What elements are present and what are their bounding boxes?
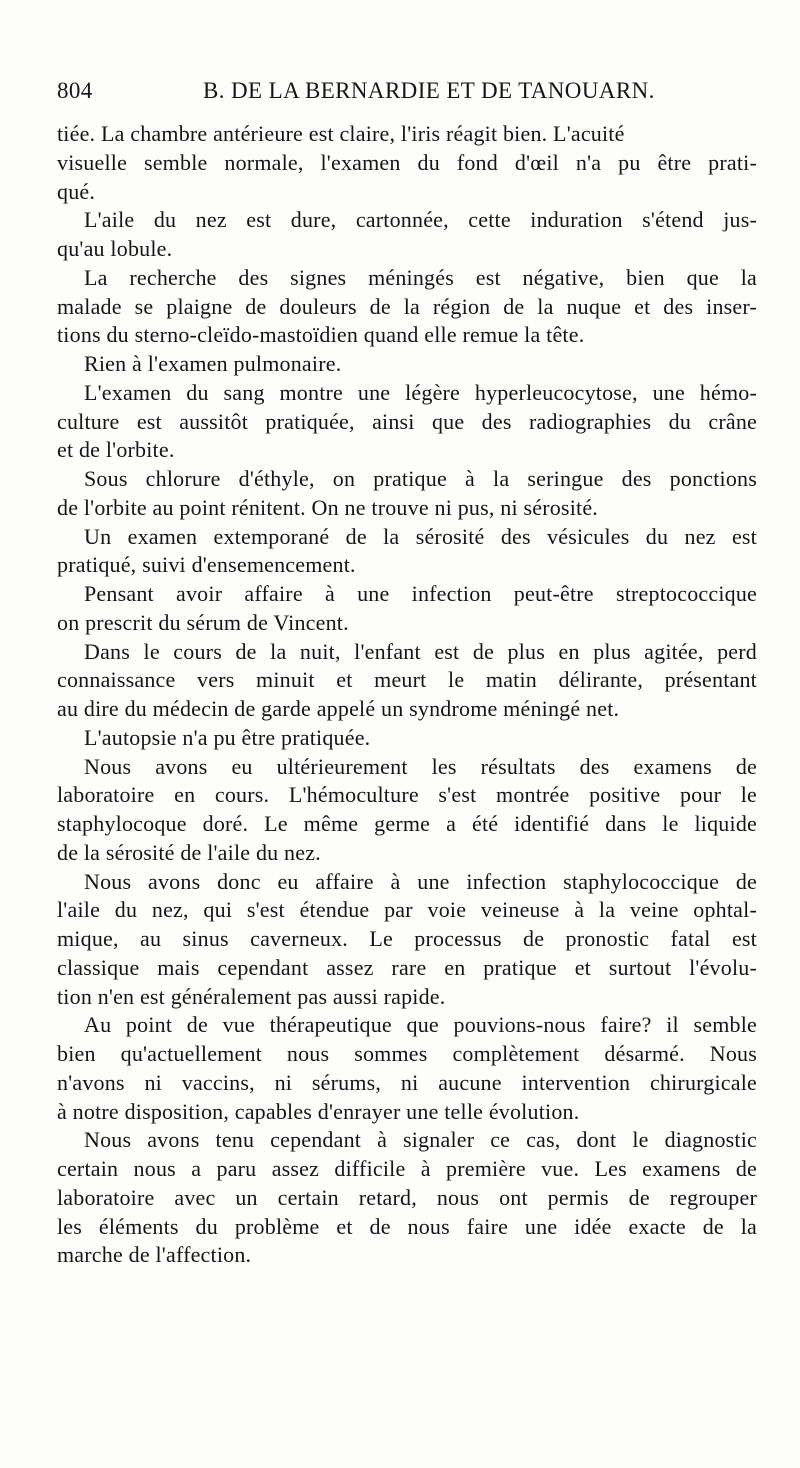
text-line: Nous avons donc eu affaire à une infection staphylococcique de xyxy=(84,868,757,894)
text-line: certain nous a paru assez difficile à première vue. Les examens de xyxy=(57,1156,757,1181)
text-line: L'aile du nez est dure, cartonnée, cette induration s'étend jus- xyxy=(84,207,757,233)
text-line: L'autopsie n'a pu être pratiquée. xyxy=(84,724,371,750)
running-head xyxy=(57,78,757,108)
text-line: Nous avons tenu cependant à signaler ce cas, dont le diagnostic xyxy=(84,1127,757,1153)
text-line: les éléments du problème et de nous faire une idée exacte de la xyxy=(57,1213,757,1239)
text-line: de la sérosité de l'aile du nez. xyxy=(57,839,321,865)
text-line: tions du sterno-cleïdo-mastoïdien quand elle remue la tête. xyxy=(57,322,585,348)
body-text xyxy=(57,120,757,1270)
text-line: visuelle semble normale, l'examen du fond d'œil n'a pu être prati- xyxy=(57,149,757,175)
text-line: et de l'orbite. xyxy=(57,437,175,463)
text-line: bien qu'actuellement nous sommes complètement désarmé. Nous xyxy=(57,1041,757,1066)
text-line: de l'orbite au point rénitent. On ne trouve ni pus, ni sérosité. xyxy=(57,494,598,520)
text-line: Pensant avoir affaire à une infection peut-être streptococcique xyxy=(84,581,757,606)
text-line: laboratoire en cours. L'hémoculture s'est montrée positive pour le xyxy=(57,782,757,808)
text-line: mique, au sinus caverneux. Le processus de pronostic fatal est xyxy=(57,926,757,951)
text-line: classique mais cependant assez rare en pratique et surtout l'évolu- xyxy=(57,954,757,980)
text-line: pratiqué, suivi d'ensemencement. xyxy=(57,552,356,578)
running-title: B. DE LA BERNARDIE ET DE TANOUARN. xyxy=(203,78,655,103)
text-line: tion n'en est généralement pas aussi rapide. xyxy=(57,983,446,1009)
text-line: staphylocoque doré. Le même germe a été identifié dans le liquide xyxy=(57,811,757,836)
text-line: Nous avons eu ultérieurement les résultats des examens de xyxy=(84,753,757,779)
text-line: malade se plaigne de douleurs de la région de la nuque et des inser- xyxy=(57,293,757,319)
text-line: connaissance vers minuit et meurt le matin délirante, présentant xyxy=(57,667,757,693)
text-line: La recherche des signes méningés est négative, bien que la xyxy=(84,264,757,290)
text-line: qué. xyxy=(57,178,96,204)
text-line: à notre disposition, capables d'enrayer une telle évolution. xyxy=(57,1098,580,1124)
text-line: culture est aussitôt pratiquée, ainsi que des radiographies du crâne xyxy=(57,408,757,434)
text-line: laboratoire avec un certain retard, nous ont permis de regrouper xyxy=(57,1184,757,1210)
text-line: Au point de vue thérapeutique que pouvions-nous faire? il semble xyxy=(84,1012,757,1038)
text-line: l'aile du nez, qui s'est étendue par voie veineuse à la veine ophtal- xyxy=(57,897,757,923)
text-line: Rien à l'examen pulmonaire. xyxy=(84,351,342,376)
text-line: on prescrit du sérum de Vincent. xyxy=(57,609,349,635)
text-line: Sous chlorure d'éthyle, on pratique à la seringue des ponctions xyxy=(84,466,757,491)
text-line: n'avons ni vaccins, ni sérums, ni aucune intervention chirurgicale xyxy=(57,1069,757,1095)
text-line: Dans le cours de la nuit, l'enfant est de plus en plus agitée, perd xyxy=(84,638,757,664)
text-line: qu'au lobule. xyxy=(57,236,173,261)
text-line: au dire du médecin de garde appelé un syndrome méningé net. xyxy=(57,696,620,721)
page-number: 804 xyxy=(57,78,93,103)
text-line: tiée. La chambre antérieure est claire, l'iris réagit bien. L'acuité xyxy=(57,121,625,146)
text-line: marche de l'affection. xyxy=(57,1242,252,1268)
text-line: L'examen du sang montre une légère hyperleucocytose, une hémo- xyxy=(84,379,757,405)
text-line: Un examen extemporané de la sérosité des vésicules du nez est xyxy=(84,523,757,549)
